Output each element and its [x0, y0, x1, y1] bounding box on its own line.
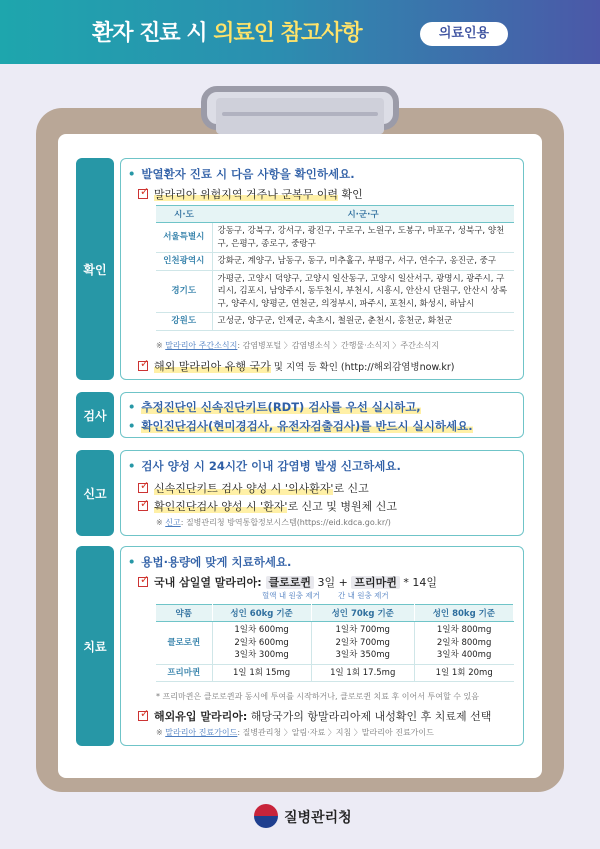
treat-footnote: * 프리마퀸은 클로로퀸과 동시에 투여를 시작하거나, 클로로퀸 치료 후 이어서 투여할 수 있음 — [156, 692, 479, 701]
table-row: 프리마퀸 1일 1회 15mg 1일 1회 17.5mg 1일 1회 20mg — [156, 664, 514, 682]
table-header: 시·군·구 — [212, 206, 514, 223]
dosage-table — [156, 604, 514, 682]
checkbox-icon — [138, 189, 148, 199]
drug1-note: 혈액 내 원충 제거 — [262, 591, 320, 600]
treat-bullet: • 용법·용량에 맞게 치료하세요. — [128, 554, 291, 570]
table-row: 경기도 가평군, 고양시 덕양구, 고양시 일산동구, 고양시 일산서구, 광명시, 광주시, 구리시, 김포시, 남양주시, 동두천시, 부천시, 시흥시, 안산시 단원구, 안산시 상록구, 양주시, 양평군, 연천군, 의정부시, 파주시, 포천시, 화성시, 하남시 — [156, 270, 514, 313]
checkbox-icon — [138, 483, 148, 493]
table-row: 서울특별시 강동구, 강북구, 강서구, 광진구, 구로구, 노원구, 도봉구, 마포구, 성북구, 양천구, 은평구, 종로구, 중랑구 — [156, 223, 514, 253]
checkbox-icon — [138, 711, 148, 721]
report-bullet: • 검사 양성 시 24시간 이내 감염병 발생 신고하세요. — [128, 458, 401, 474]
test-line-2: • 확인진단검사(현미경검사, 유전자검출검사)를 반드시 실시하세요. — [128, 418, 473, 434]
table-header: 성인 60kg 기준 — [212, 605, 311, 622]
section-report — [76, 450, 524, 536]
section-label-confirm: 확인 — [76, 158, 114, 380]
table-header: 약품 — [156, 605, 212, 622]
section-treat — [76, 546, 524, 746]
section-label-report: 신고 — [76, 450, 114, 536]
treat-check-2: ✓해외유입 말라리아: 해당국가의 항말라리아제 내성확인 후 치료제 선택 — [138, 708, 491, 724]
link-malaria-guide[interactable]: 말라리아 진료가이드 — [165, 728, 238, 737]
report-check-1: ✓신속진단키트 검사 양성 시 '의사환자'로 신고 — [138, 480, 369, 496]
clip-body — [216, 98, 384, 134]
audience-badge: 의료인용 — [420, 22, 508, 46]
section-test — [76, 392, 524, 438]
table-row: 클로로퀸 1일차 600mg 2일차 600mg 3일차 300mg 1일차 700mg 2일차 700mg 3일차 350mg 1일차 800mg 2일차 800mg 3일차 400mg — [156, 622, 514, 665]
treat-check-1: ✓국내 삼일열 말라리아: 클로로퀸 3일 + 프리마퀸 * 14일 — [138, 574, 437, 590]
section-confirm — [76, 158, 524, 380]
section-label-test: 검사 — [76, 392, 114, 438]
page-title: 환자 진료 시 의료인 참고사항 — [92, 21, 362, 46]
region-table — [156, 205, 514, 331]
table-row: 강원도 고성군, 양구군, 인제군, 속초시, 철원군, 춘천시, 홍천군, 화천군 — [156, 313, 514, 331]
test-line-1: • 추정진단인 신속진단키트(RDT) 검사를 우선 실시하고, — [128, 399, 421, 415]
table-header: 성인 80kg 기준 — [414, 605, 513, 622]
confirm-check-1: ✓말라리아 위험지역 거주나 군복무 이력 확인 — [138, 186, 363, 202]
org-name: 질병관리청 — [284, 810, 352, 826]
treat-note: ※ 말라리아 진료가이드: 질병관리청 〉알림·자료 〉지침 〉말라리아 진료가이드 — [156, 728, 434, 737]
confirm-note: ※ 말라리아 주간소식지: 감염병포털 〉감염병소식 〉간행물·소식지 〉주간소식지 — [156, 341, 440, 350]
kdca-logo-icon — [254, 804, 278, 828]
header-banner — [0, 0, 600, 64]
drug2-note: 간 내 원충 제거 — [338, 591, 389, 600]
table-header: 시·도 — [156, 206, 212, 223]
confirm-bullet: • 발열환자 진료 시 다음 사항을 확인하세요. — [128, 166, 355, 182]
link-report[interactable]: 신고 — [165, 518, 181, 527]
checkbox-icon — [138, 577, 148, 587]
table-header: 성인 70kg 기준 — [311, 605, 414, 622]
section-label-treat: 치료 — [76, 546, 114, 746]
checkbox-icon — [138, 361, 148, 371]
report-note: ※ 신고: 질병관리청 방역통합정보시스템(https://eid.kdca.go.kr/) — [156, 518, 391, 527]
confirm-check-2: ✓해외 말라리아 유행 국가 및 지역 등 확인 (http://해외감염병now.kr) — [138, 358, 454, 374]
link-malaria-weekly[interactable]: 말라리아 주간소식지 — [165, 341, 238, 350]
report-check-2: ✓확인진단검사 양성 시 '환자'로 신고 및 병원체 신고 — [138, 498, 397, 514]
table-row: 인천광역시 강화군, 계양구, 남동구, 동구, 미추홀구, 부평구, 서구, 연수구, 옹진군, 중구 — [156, 253, 514, 271]
checkbox-icon — [138, 501, 148, 511]
